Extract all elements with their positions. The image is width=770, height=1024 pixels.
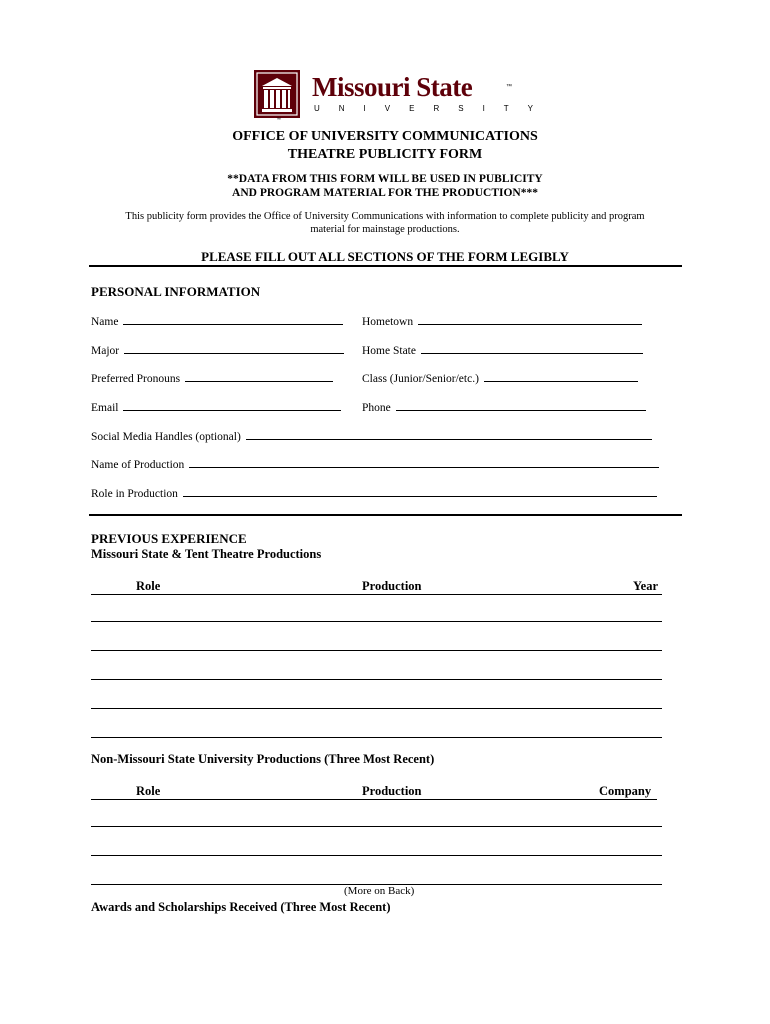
col-role: Role: [136, 784, 161, 798]
name-blank[interactable]: [123, 313, 343, 325]
msu-productions-subtitle: Missouri State & Tent Theatre Productions: [91, 547, 322, 561]
pronouns-field[interactable]: [91, 370, 333, 385]
column-header-underline: [91, 799, 657, 800]
non-msu-entry-line[interactable]: [91, 855, 662, 856]
home-state-blank[interactable]: [421, 342, 643, 354]
hometown-field[interactable]: [362, 313, 642, 328]
major-blank[interactable]: [124, 342, 344, 354]
column-header-underline: [91, 594, 662, 595]
phone-label: Phone: [362, 402, 391, 414]
pronouns-blank[interactable]: [185, 370, 333, 382]
office-title: OFFICE OF UNIVERSITY COMMUNICATIONS: [232, 129, 538, 144]
social-media-blank[interactable]: [246, 428, 652, 440]
class-blank[interactable]: [484, 370, 638, 382]
col-production: Production: [362, 579, 422, 593]
missouri-state-logo: [254, 70, 553, 123]
msu-entry-line[interactable]: [91, 679, 662, 680]
non-msu-entry-line[interactable]: [91, 826, 662, 827]
home-state-field[interactable]: [362, 342, 643, 357]
email-label: Email: [91, 402, 119, 414]
notice-line-1: **DATA FROM THIS FORM WILL BE USED IN PUBLICITY: [227, 173, 543, 185]
col-role: Role: [136, 579, 161, 593]
role-blank[interactable]: [183, 485, 657, 497]
divider: [89, 265, 682, 267]
name-label: Name: [91, 316, 119, 328]
personal-info-heading: PERSONAL INFORMATION: [91, 284, 261, 299]
social-media-field[interactable]: [91, 428, 652, 443]
logo-wordmark: Missouri State: [312, 72, 473, 102]
intro-line-1: This publicity form provides the Office of University Communications with information to complete publicity and program: [125, 211, 645, 222]
hometown-blank[interactable]: [418, 313, 642, 325]
social-media-label: Social Media Handles (optional): [91, 431, 241, 443]
col-year: Year: [633, 579, 658, 593]
class-field[interactable]: [362, 370, 638, 385]
msu-entry-line[interactable]: [91, 650, 662, 651]
msu-entry-line[interactable]: [91, 708, 662, 709]
major-label: Major: [91, 345, 120, 357]
production-name-label: Name of Production: [91, 459, 185, 471]
role-field[interactable]: [91, 485, 657, 500]
divider: [89, 514, 682, 516]
logo-university: UNIVERSITY: [314, 104, 553, 113]
col-company: Company: [599, 784, 652, 798]
phone-field[interactable]: [362, 399, 646, 414]
more-on-back-note: (More on Back): [344, 885, 415, 897]
name-field[interactable]: [91, 313, 343, 328]
pronouns-label: Preferred Pronouns: [91, 373, 181, 385]
previous-experience-heading: PREVIOUS EXPERIENCE: [91, 531, 247, 546]
university-building-icon: [254, 70, 300, 118]
non-msu-subtitle: Non-Missouri State University Productions (Three Most Recent): [91, 752, 435, 766]
email-blank[interactable]: [123, 399, 341, 411]
notice-line-2: AND PROGRAM MATERIAL FOR THE PRODUCTION***: [232, 187, 538, 199]
form-title: THEATRE PUBLICITY FORM: [287, 147, 483, 162]
hometown-label: Hometown: [362, 316, 414, 328]
msu-entry-line[interactable]: [91, 621, 662, 622]
msu-entry-line[interactable]: [91, 737, 662, 738]
production-name-blank[interactable]: [189, 456, 659, 468]
phone-blank[interactable]: [396, 399, 646, 411]
awards-heading: Awards and Scholarships Received (Three Most Recent): [91, 900, 391, 914]
fill-instruction: PLEASE FILL OUT ALL SECTIONS OF THE FORM LEGIBLY: [201, 249, 569, 264]
major-field[interactable]: [91, 342, 344, 357]
trademark-mark-small: ™: [276, 117, 281, 123]
col-production: Production: [362, 784, 422, 798]
email-field[interactable]: [91, 399, 341, 414]
class-label: Class (Junior/Senior/etc.): [362, 373, 479, 385]
home-state-label: Home State: [362, 345, 416, 357]
production-name-field[interactable]: [91, 456, 659, 471]
trademark-mark: ™: [506, 84, 512, 90]
role-label: Role in Production: [91, 488, 178, 500]
intro-line-2: material for mainstage productions.: [310, 224, 460, 235]
